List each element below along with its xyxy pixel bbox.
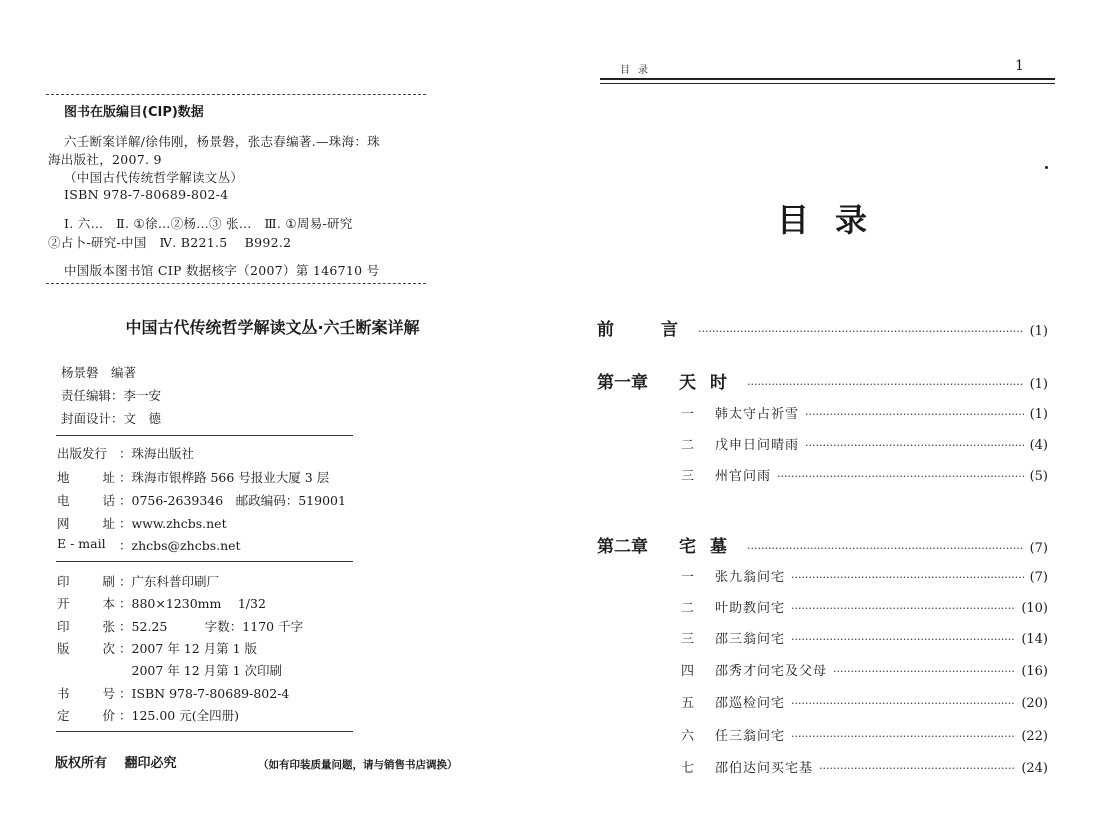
toc-entry-section: 一 张九翁问宅 ····· (7)	[681, 566, 1048, 590]
header-rule	[600, 78, 1055, 80]
cip-line: Ⅰ. 六… Ⅱ. ①徐…②杨…③ 张… Ⅲ. ①周易-研究	[64, 216, 353, 231]
divider	[56, 435, 353, 436]
toc-entry-section: 二 叶助教问宅 ····· (10)	[681, 597, 1048, 621]
credit-cover-design: 封面设计：文 德	[61, 411, 162, 426]
book-title: 中国古代传统哲学解读文丛·六壬断案详解	[125, 318, 420, 337]
toc-entry-preface: 前 言 ····· (1)	[597, 315, 1048, 339]
copyright-notice: 版权所有 翻印必究	[55, 756, 177, 771]
credit-author: 杨景磐 编著	[61, 365, 137, 380]
toc-entry-section: 六 任三翁问宅 ····· (22)	[681, 725, 1048, 749]
header-rule-thin	[600, 83, 1055, 84]
cip-line: 海出版社，2007. 9	[48, 152, 162, 167]
toc-entry-chapter: 第一章 天时 ····· (1)	[597, 368, 1048, 392]
toc-entry-section: 四 邵秀才问宅及父母 ····· (16)	[681, 660, 1048, 684]
divider	[56, 731, 353, 732]
divider	[56, 561, 353, 562]
toc-entry-section: 三 邵三翁问宅 ····· (14)	[681, 628, 1048, 652]
cip-line: ②占卜-研究-中国 Ⅳ. B221.5 B992.2	[48, 235, 292, 250]
cip-line: （中国古代传统哲学解读文丛）	[64, 170, 244, 185]
copyright-page: 图书在版编目(CIP)数据 六壬断案详解/徐伟刚，杨景磐，张志春编著.—珠海：珠 海出版社，2007. 9 （中国古代传统哲学解读文丛） ISBN 978-7-80689-802-4 Ⅰ. 六… Ⅱ. ①徐…②杨…③ 张… Ⅲ. ①周易-研究 ②占卜-研究-中国 Ⅳ. B221.5 B992.2 中国版本图书馆 CIP 数据核字（2007）第 146710 号 中国古代传统哲学解读文丛·六壬断案详解 杨景磐 编著 责任编辑：李一安 封面设计：文 德 出版发行 ：珠海出版社 地 址 ：珠海市银桦路 566 号报业大厦 3 层 电 话 ：0756-2639346 邮政编码：519001 网 址 ：www.zhcbs.net E - mail ：zhcbs@zhcbs.net 印 刷 ：广东科普印刷厂 开 本 ：880×1230mm 1/32 印 张 ：52.25 字数：1170 千字 版 次 ：2007 年 12 月第 1 版 2007 年 12 月第 1 次印刷 书 号 ：ISBN 978-7-80689-802-4 定 价 ：125.00 元(全四册) 版权所有 翻印必究 （如有印装质量问题，请与销售书店调换）	[0, 0, 545, 814]
toc-entry-section: 七 邵伯达问买宅基 ····· (24)	[681, 757, 1048, 781]
toc-entry-chapter: 第二章 宅墓 ····· (7)	[597, 532, 1048, 556]
cip-line: ISBN 978-7-80689-802-4	[64, 187, 229, 202]
running-header: 目录	[620, 65, 656, 76]
toc-entry-section: 三 州官问雨 ····· (5)	[681, 465, 1048, 489]
toc-entry-section: 二 戊申日问晴雨 ····· (4)	[681, 434, 1048, 458]
cip-line: 六壬断案详解/徐伟刚，杨景磐，张志春编著.—珠海：珠	[64, 134, 380, 149]
toc-page	[545, 0, 1098, 814]
quality-notice: （如有印装质量问题，请与销售书店调换）	[258, 759, 458, 771]
cip-line: 中国版本图书馆 CIP 数据核字（2007）第 146710 号	[64, 263, 380, 278]
credit-editor: 责任编辑：李一安	[61, 388, 162, 403]
toc-entry-section: 一 韩太守占祈雪 ····· (1)	[681, 403, 1048, 427]
cip-heading: 图书在版编目(CIP)数据	[64, 105, 204, 120]
print-speck	[1045, 166, 1048, 169]
cip-bottom-divider	[46, 283, 426, 284]
page-number: 1	[1015, 58, 1024, 74]
toc-entry-section: 五 邵巡检问宅 ····· (20)	[681, 692, 1048, 716]
toc-title: 目录	[777, 201, 894, 239]
cip-top-divider	[46, 94, 426, 95]
